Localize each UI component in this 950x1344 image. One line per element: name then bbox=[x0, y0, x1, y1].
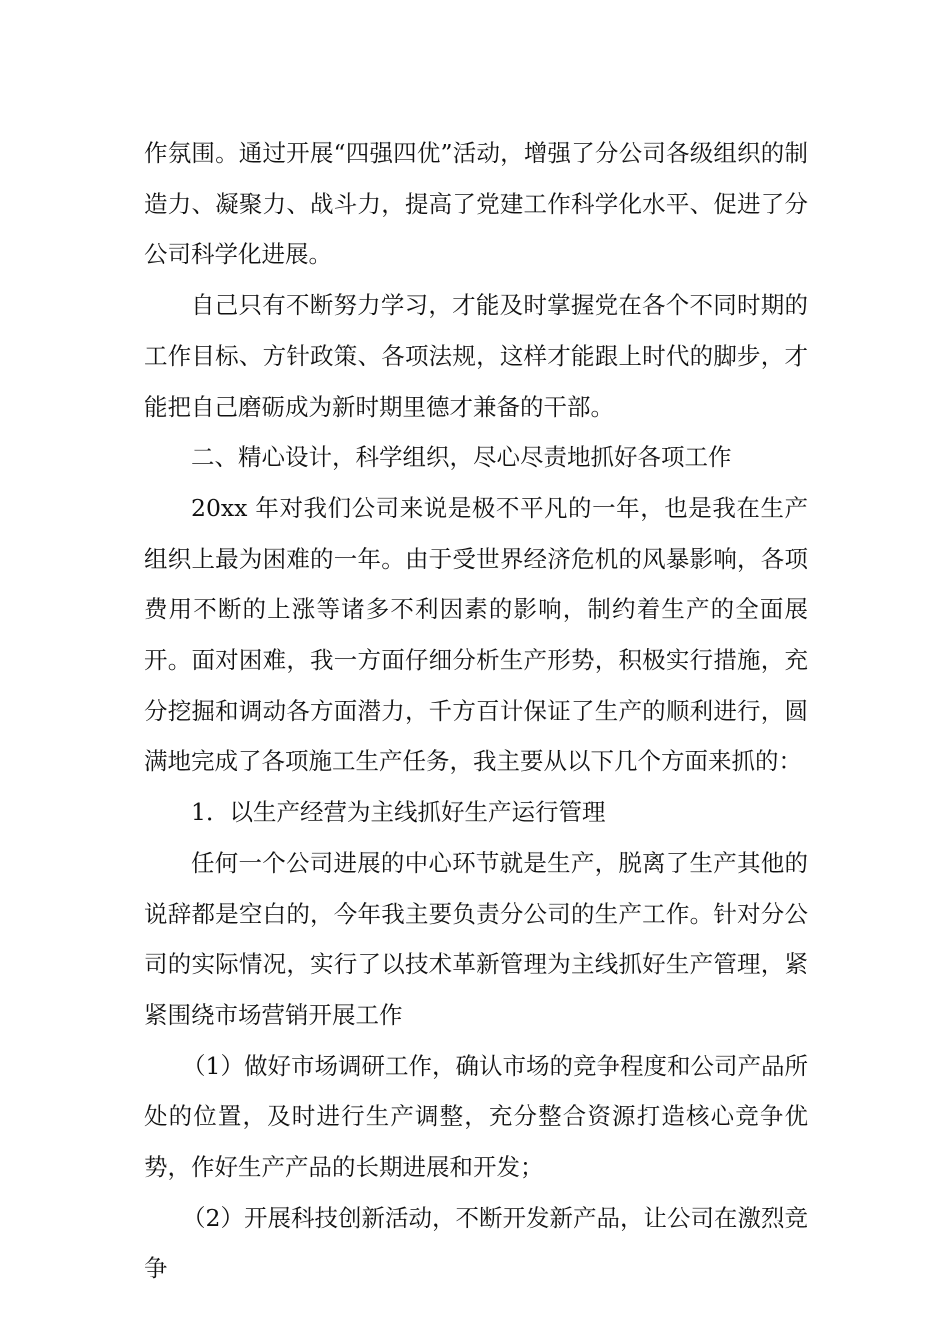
subheading-production-management: 1．以生产经营为主线抓好生产运行管理 bbox=[191, 798, 606, 827]
list-item-tech-innovation: （2）开展科技创新活动，不断开发新产品，让公司在激烈竞争 bbox=[144, 1203, 808, 1283]
section-heading-two: 二、精心设计，科学组织，尽心尽责地抓好各项工作 bbox=[191, 443, 732, 472]
paragraph-production-core: 任何一个公司进展的中心环节就是生产，脱离了生产其他的说辞都是空白的，今年我主要负责分公司的生产工作。针对分公司的实际情况，实行了以技术革新管理为主线抓好生产管理，紧紧围绕市场营销开展工作 bbox=[144, 848, 808, 1029]
list-item-market-research: （1）做好市场调研工作，确认市场的竞争程度和公司产品所处的位置，及时进行生产调整，充分整合资源打造核心竞争优势，作好生产产品的长期进展和开发； bbox=[144, 1051, 808, 1182]
paragraph-production-year: 20xx 年对我们公司来说是极不平凡的一年，也是我在生产组织上最为困难的一年。由于受世界经济危机的风暴影响，各项费用不断的上涨等诸多不利因素的影响，制约着生产的全面展开。面对困难，我一方面仔细分析生产形势，积极实行措施，充分挖掘和调动各方面潜力，千方百计保证了生产的顺利进行，圆满地完成了各项施工生产任务，我主要从以下几个方面来抓的： bbox=[144, 493, 808, 776]
paragraph-party-building-results: 作氛围。通过开展“四强四优”活动，增强了分公司各级组织的制造力、凝聚力、战斗力，提高了党建工作科学化水平、促进了分公司科学化进展。 bbox=[144, 139, 808, 269]
paragraph-self-study: 自己只有不断努力学习，才能及时掌握党在各个不同时期的工作目标、方针政策、各项法规，这样才能跟上时代的脚步，才能把自己磨砺成为新时期里德才兼备的干部。 bbox=[144, 291, 808, 421]
document-body bbox=[144, 128, 808, 1294]
